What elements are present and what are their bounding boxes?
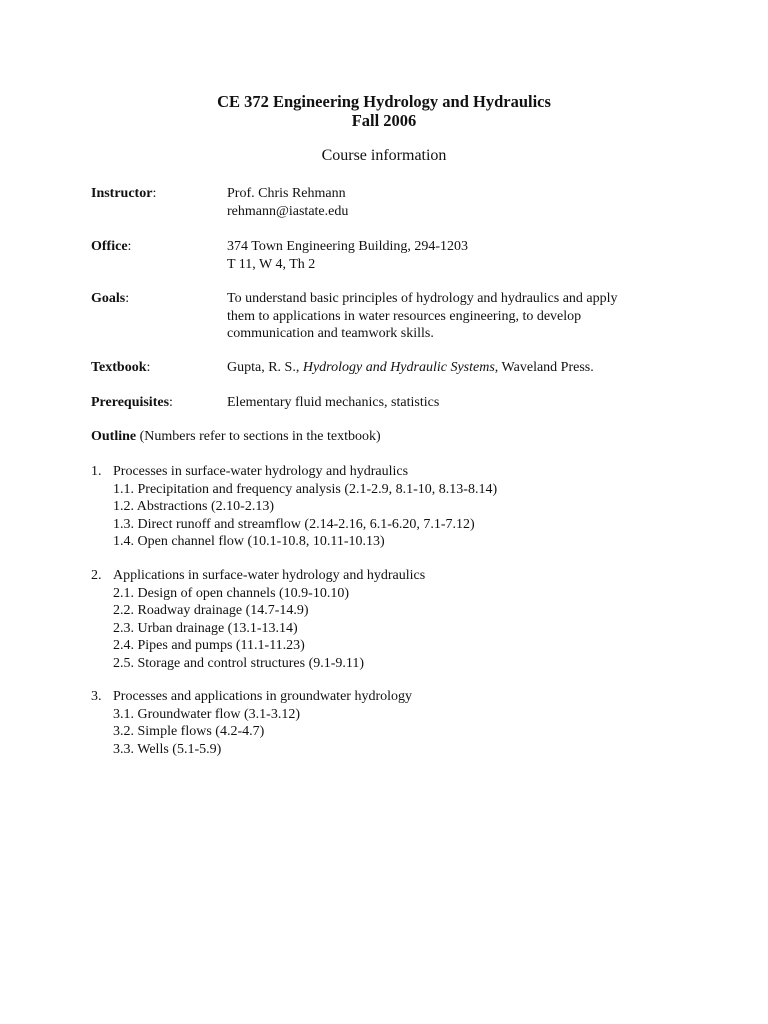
course-term: Fall 2006	[351, 111, 417, 130]
list-item: 1.3. Direct runoff and streamflow (2.14-2.16, 6.1-6.20, 7.1-7.12)	[113, 516, 475, 532]
list-item: 2.3. Urban drainage (13.1-13.14)	[113, 620, 298, 636]
course-subtitle: Course information	[321, 147, 447, 164]
list-item: 3.2. Simple flows (4.2-4.7)	[113, 724, 265, 739]
outline-section	[91, 567, 651, 672]
list-item: 2.1. Design of open channels (10.9-10.10)	[113, 585, 350, 601]
section-title: Applications in surface-water hydrology and hydraulics	[113, 568, 426, 583]
section-heading	[91, 688, 651, 706]
goals-line: To understand basic principles of hydrology and hydraulics and apply	[227, 291, 618, 306]
list-item: 1.4. Open channel flow (10.1-10.8, 10.11-10.13)	[113, 534, 385, 549]
prerequisites-label: Prerequisites:	[91, 395, 173, 410]
section-heading	[91, 463, 651, 481]
outline-section	[91, 688, 651, 758]
textbook-author: Gupta, R. S.,	[227, 360, 303, 375]
section-number: 1.	[91, 464, 102, 479]
outline-section	[91, 463, 651, 551]
textbook-label: Textbook:	[91, 360, 151, 375]
office-location: 374 Town Engineering Building, 294-1203	[227, 239, 469, 254]
list-item: 1.1. Precipitation and frequency analysis (2.1-2.9, 8.1-10, 8.13-8.14)	[113, 481, 498, 497]
instructor-label: Instructor:	[91, 186, 157, 201]
section-number: 3.	[91, 689, 102, 704]
outline-label: Outline	[91, 429, 137, 444]
list-item: 2.5. Storage and control structures (9.1-9.11)	[113, 655, 365, 671]
section-number: 2.	[91, 568, 102, 583]
section-title: Processes in surface-water hydrology and hydraulics	[113, 464, 409, 479]
prerequisites-value	[227, 394, 657, 412]
office-hours: T 11, W 4, Th 2	[227, 256, 316, 272]
course-title: CE 372 Engineering Hydrology and Hydraulics	[217, 92, 551, 111]
list-item: 3.1. Groundwater flow (3.1-3.12)	[113, 706, 301, 722]
instructor-value	[227, 185, 657, 220]
list-item: 2.4. Pipes and pumps (11.1-11.23)	[113, 638, 305, 653]
section-heading	[91, 567, 651, 585]
textbook-title: Hydrology and Hydraulic Systems	[302, 360, 495, 375]
office-value	[227, 238, 657, 273]
list-item: 2.2. Roadway drainage (14.7-14.9)	[113, 603, 309, 618]
goals-line: communication and teamwork skills.	[227, 326, 434, 341]
outline-note: (Numbers refer to sections in the textbook)	[136, 429, 381, 444]
goals-line: them to applications in water resources engineering, to develop	[227, 308, 582, 324]
list-item: 3.3. Wells (5.1-5.9)	[113, 741, 222, 757]
instructor-email: rehmann@iastate.edu	[227, 203, 349, 219]
textbook-publisher: , Waveland Press.	[494, 360, 594, 375]
office-label: Office:	[91, 239, 132, 254]
instructor-name: Prof. Chris Rehmann	[227, 186, 346, 201]
section-title: Processes and applications in groundwater hydrology	[113, 689, 412, 704]
prerequisites-text: Elementary fluid mechanics, statistics	[227, 395, 440, 410]
textbook-value	[227, 359, 657, 377]
list-item: 1.2. Abstractions (2.10-2.13)	[113, 499, 274, 514]
goals-value	[227, 290, 657, 343]
goals-label: Goals:	[91, 291, 130, 306]
outline-heading	[91, 428, 381, 446]
